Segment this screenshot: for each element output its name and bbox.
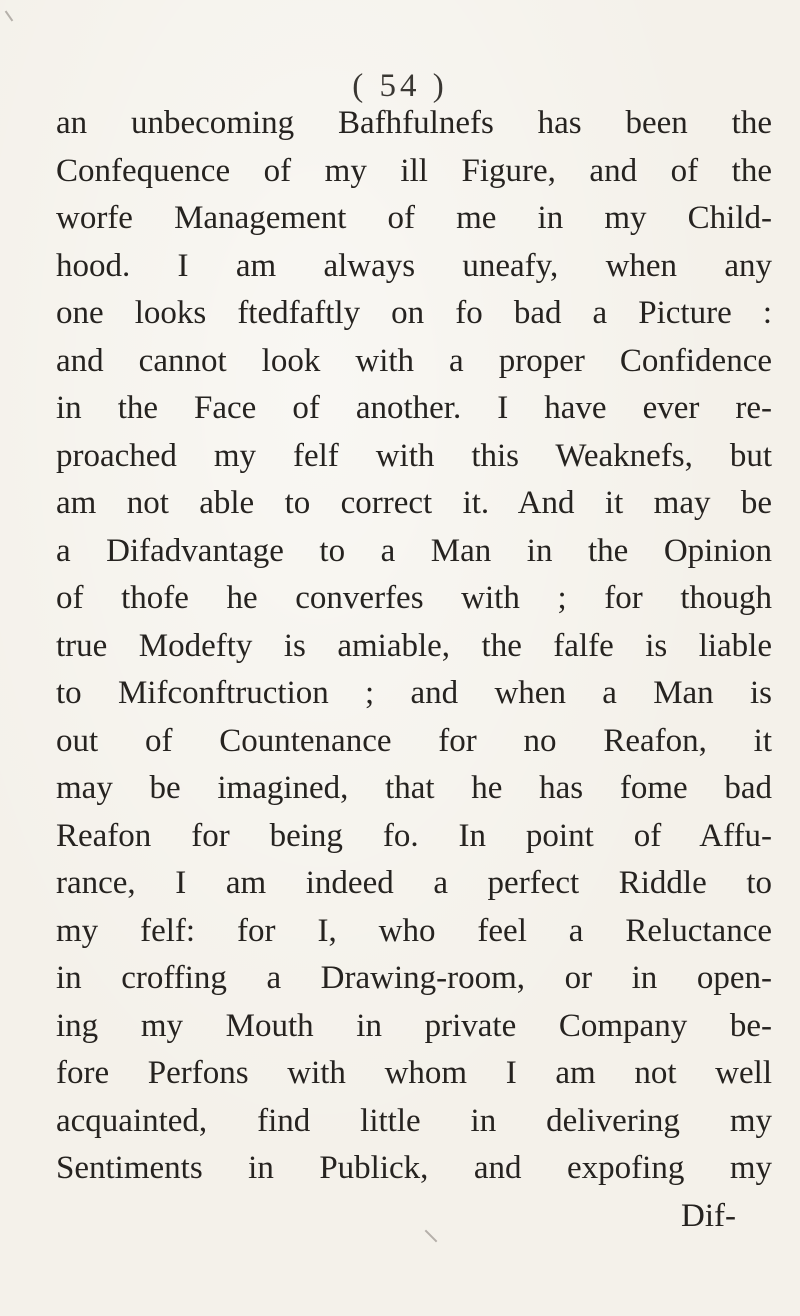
body-text <box>56 100 772 1240</box>
text-line: of thofe he converfes with ; for though <box>56 580 772 616</box>
catchword: Dif- <box>681 1197 736 1234</box>
text-line: rance, I am indeed a perfect Riddle to <box>56 865 772 901</box>
text-line: a Difadvantage to a Man in the Opinion <box>56 532 772 569</box>
text-line: Sentiments in Publick, and expofing my <box>56 1150 772 1186</box>
text-line: in the Face of another. I have ever re- <box>56 390 772 426</box>
text-line: in croffing a Drawing-room, or in open- <box>56 960 772 996</box>
text-line: proached my felf with this Weaknefs, but <box>56 437 772 474</box>
paper-speck <box>5 11 14 22</box>
text-line: an unbecoming Bafhfulnefs has been the <box>56 105 772 141</box>
text-line: to Mifconftruction ; and when a Man is <box>56 675 772 711</box>
text-line: may be imagined, that he has fome bad <box>56 770 772 806</box>
text-line: acquainted, find little in delivering my <box>56 1102 772 1139</box>
text-line: Reafon for being fo. In point of Affu- <box>56 817 772 854</box>
text-line: worfe Management of me in my Child- <box>56 200 772 236</box>
page-number: ( 54 ) <box>352 68 448 104</box>
text-line: hood. I am always uneafy, when any <box>56 247 772 284</box>
text-line: one looks ftedfaftly on fo bad a Picture : <box>56 295 772 331</box>
text-line: fore Perfons with whom I am not well <box>56 1055 772 1091</box>
text-line: and cannot look with a proper Confidence <box>56 342 772 379</box>
text-line: Confequence of my ill Figure, and of the <box>56 152 772 189</box>
text-line: out of Countenance for no Reafon, it <box>56 722 772 759</box>
text-line: my felf: for I, who feel a Reluctance <box>56 912 772 949</box>
text-line: am not able to correct it. And it may be <box>56 485 772 521</box>
text-line: ing my Mouth in private Company be- <box>56 1007 772 1044</box>
text-line: true Modefty is amiable, the falfe is liable <box>56 627 772 664</box>
